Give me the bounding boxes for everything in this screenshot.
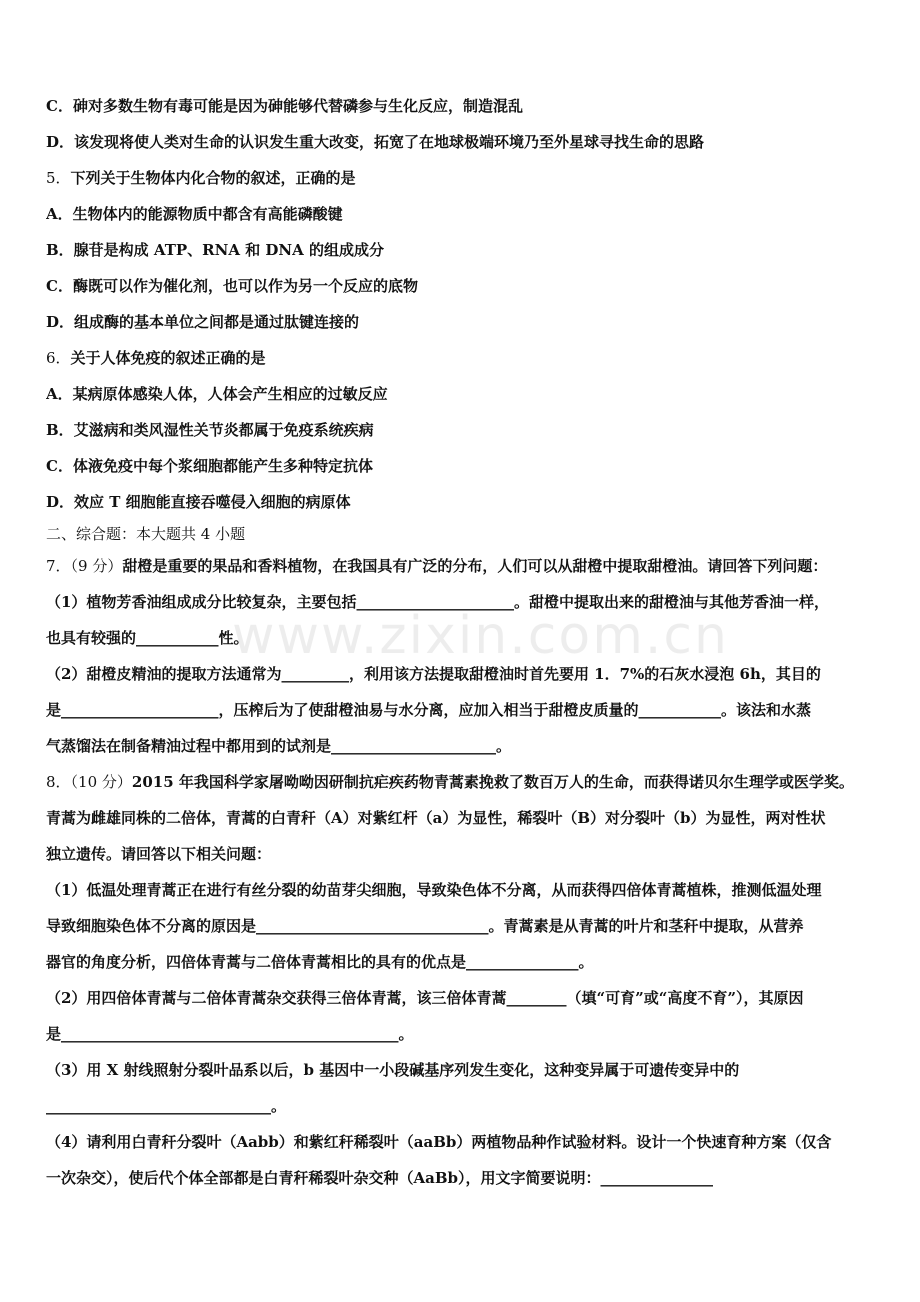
question-line: （1）低温处理青蒿正在进行有丝分裂的幼苗芽尖细胞，导致染色体不分离，从而获得四倍体青蒿植株，推测低温处理 bbox=[46, 881, 822, 899]
question-text: 下列关于生物体内化合物的叙述，正确的是 bbox=[70, 169, 356, 187]
question-number: 5． bbox=[46, 169, 71, 187]
question-number: 8．（10 分） bbox=[46, 773, 132, 791]
question-line: 器官的角度分析，四倍体青蒿与二倍体青蒿相比的具有的优点是_______________。 bbox=[46, 953, 594, 971]
question-5-stem bbox=[46, 168, 880, 188]
option-line: B．腺苷是构成 ATP、RNA 和 DNA 的组成成分 bbox=[46, 241, 384, 259]
option-line: D．组成酶的基本单位之间都是通过肽键连接的 bbox=[46, 313, 360, 331]
option-line: C．酶既可以作为催化剂，也可以作为另一个反应的底物 bbox=[46, 277, 418, 295]
question-line: （3）用 X 射线照射分裂叶品系以后，b 基因中一小段碱基序列发生变化，这种变异属于可遗传变异中的 bbox=[46, 1061, 740, 1079]
question-text: 甜橙是重要的果品和香料植物，在我国具有广泛的分布，人们可以从甜橙中提取甜橙油。请回答下列问题： bbox=[122, 557, 828, 575]
section-heading: 二、综合题：本大题共 4 小题 bbox=[46, 525, 246, 543]
option-line: A．某病原体感染人体，人体会产生相应的过敏反应 bbox=[46, 385, 388, 403]
watermark: www.zixin.com.cn bbox=[232, 606, 729, 666]
option-line: C．体液免疫中每个浆细胞都能产生多种特定抗体 bbox=[46, 457, 373, 475]
question-text: 关于人体免疫的叙述正确的是 bbox=[70, 349, 266, 367]
option-line: C．砷对多数生物有毒可能是因为砷能够代替磷参与生化反应，制造混乱 bbox=[46, 97, 523, 115]
question-number: 7．（9 分） bbox=[46, 557, 123, 575]
question-line: 青蒿为雌雄同株的二倍体，青蒿的白青秆（A）对紫红杆（a）为显性，稀裂叶（B）对分裂叶（b）为显性，两对性状 bbox=[46, 809, 826, 827]
option-line: A．生物体内的能源物质中都含有高能磷酸键 bbox=[46, 205, 343, 223]
question-8-stem bbox=[46, 772, 880, 792]
question-line: （1）植物芳香油组成成分比较复杂，主要包括_____________________。甜橙中提取出来的甜橙油与其他芳香油一样， bbox=[46, 593, 829, 611]
question-line: 导致细胞染色体不分离的原因是_______________________________。青蒿素是从青蒿的叶片和茎秆中提取，从营养 bbox=[46, 917, 804, 935]
question-6-stem bbox=[46, 348, 880, 368]
question-number: 6． bbox=[46, 349, 71, 367]
question-line: ______________________________。 bbox=[46, 1097, 287, 1115]
option-line: B．艾滋病和类风湿性关节炎都属于免疫系统疾病 bbox=[46, 421, 374, 439]
option-line: D．效应 T 细胞能直接吞噬侵入细胞的病原体 bbox=[46, 493, 351, 511]
option-line: D．该发现将使人类对生命的认识发生重大改变，拓宽了在地球极端环境乃至外星球寻找生命的思路 bbox=[46, 133, 705, 151]
question-line: 一次杂交），使后代个体全部都是白青秆稀裂叶杂交种（AaBb），用文字简要说明：_______________ bbox=[46, 1169, 714, 1187]
question-line: 气蒸馏法在制备精油过程中都用到的试剂是______________________。 bbox=[46, 737, 512, 755]
question-line: 独立遗传。请回答以下相关问题： bbox=[46, 845, 272, 863]
question-text: 2015 年我国科学家屠呦呦因研制抗疟疾药物青蒿素挽救了数百万人的生命，而获得诺贝尔生理学或医学奖。 bbox=[131, 773, 854, 791]
question-7-stem bbox=[46, 556, 880, 576]
question-line: 也具有较强的___________性。 bbox=[46, 629, 249, 647]
question-line: 是_____________________________________________。 bbox=[46, 1025, 414, 1043]
question-line: （2）用四倍体青蒿与二倍体青蒿杂交获得三倍体青蒿，该三倍体青蒿________（填“可育”或“高度不育”），其原因 bbox=[46, 989, 804, 1007]
question-line: （4）请利用白青秆分裂叶（Aabb）和紫红秆稀裂叶（aaBb）两植物品种作试验材料。设计一个快速育种方案（仅含 bbox=[46, 1133, 832, 1151]
question-line: 是_____________________，压榨后为了使甜橙油易与水分离，应加入相当于甜橙皮质量的___________。该法和水蒸 bbox=[46, 701, 812, 719]
question-line: （2）甜橙皮精油的提取方法通常为_________，利用该方法提取甜橙油时首先要用 1．7%的石灰水浸泡 6h，其目的 bbox=[46, 665, 821, 683]
